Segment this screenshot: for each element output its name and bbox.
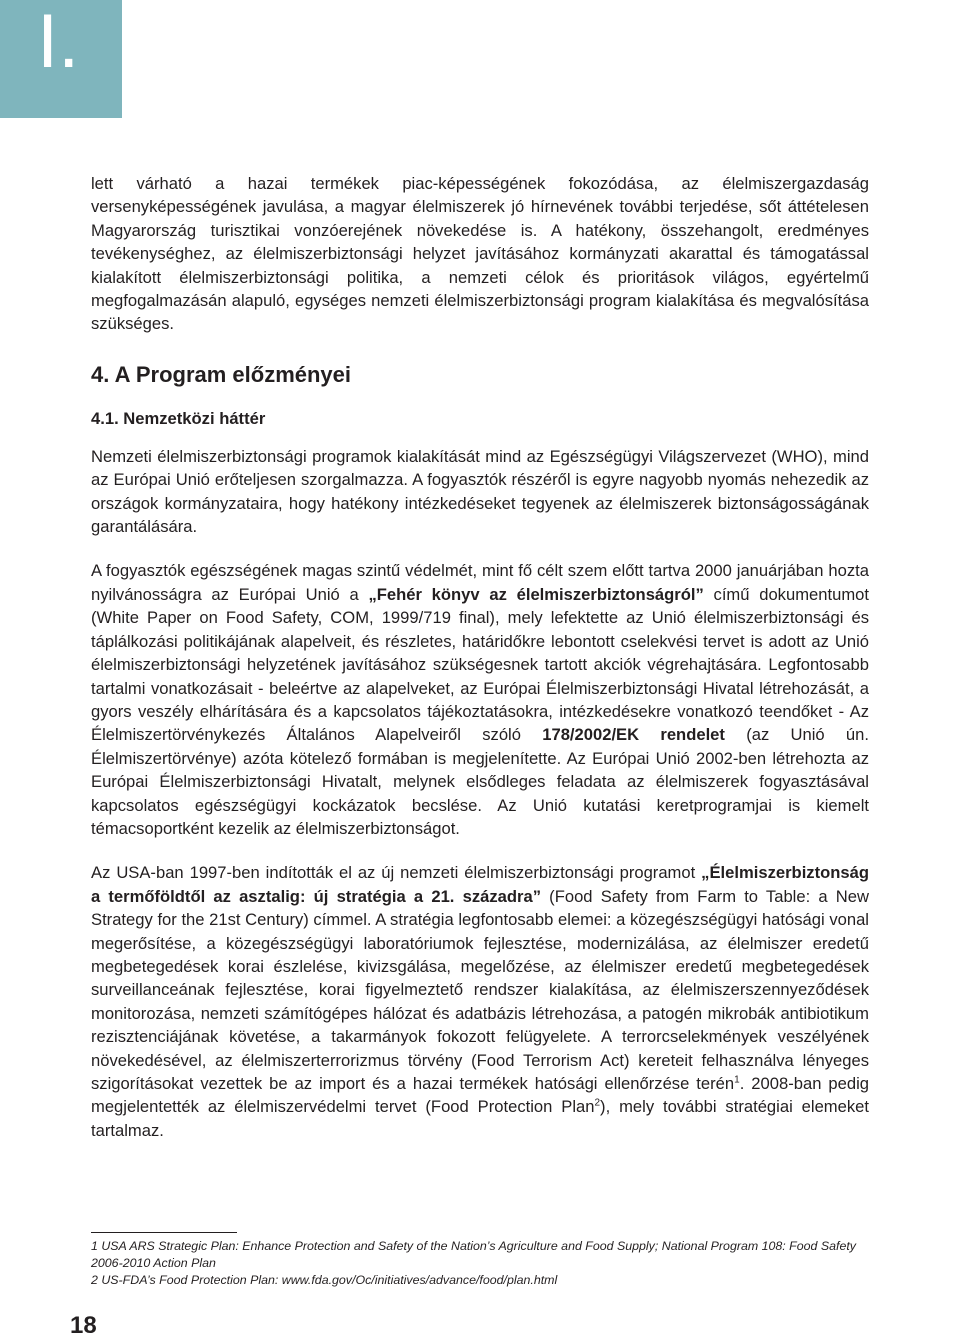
footnote-ref-2: 2: [594, 1097, 601, 1109]
text-run: (az Unió ún. Élelmiszertörvénye) azóta kötelező formában is megjelenítette. Az Európai Unió 2002-ben létrehozta az Európai Élelmiszerbiztonsági Hivatalt, melynek elsődleges feladata az élelmiszerek fogyasztásával kapcsolatos egészségügyi kockázatok becslése. Az Unió kutatási keretprogramjai is kiemelt témacsoportként kezelik az élelmiszerbiztonságot.: [91, 725, 869, 838]
footnotes: [91, 1238, 869, 1289]
paragraph-white-paper: [91, 559, 869, 840]
footnote-1: 1 USA ARS Strategic Plan: Enhance Protection and Safety of the Nation’s Agriculture and Food Supply; National Program 108: Food Safety 2006-2010 Action Plan: [91, 1239, 856, 1270]
bold-regulation: 178/2002/EK rendelet: [542, 725, 725, 745]
text-run: című dokumentumot (White Paper on Food Safety, COM, 1999/719 final), mely lefektette az Unió élelmiszerbiztonsági és táplálkozási politikájának alapelveit, és részletes, határidőkre lebontott cselekvési tervet is adott az Unió élelmiszerbiztonsági helyzetének javításához szükségesnek tartott akciók végrehajtására. Legfontosabb tartalmi vonatkozásait - beleértve az alapelveket, az Európai Élelmiszerbiztonsági Hivatal létrehozását, a gyors veszély elhárítására és a kapcsolatos tájékoztatásokra, intézkedésekre vonatkozó teendőket - Az Élelmiszertörvénykezés Általános Alapelveiről szóló: [91, 584, 869, 745]
bold-title-usa-program: „Élelmiszerbiztonság a termőföldtől az asztalig: új stratégia a 21. századra”: [91, 863, 869, 906]
bold-title-white-paper: „Fehér könyv az élelmiszerbiztonságról”: [368, 584, 704, 604]
paragraph-who-eu: Nemzeti élelmiszerbiztonsági programok kialakítását mind az Egészségügyi Világszervezet (WHO), mind az Európai Unió erőteljesen szorgalmazza. A fogyasztók részéről is egyre nagyobb nyomás nehezedik az országok kormányzataira, hogy hatékony intézkedéseket tegyenek az élelmiszerek biztonságosságának garantálására.: [91, 446, 869, 537]
paragraph-usa: [91, 861, 869, 1142]
text-run: A fogyasztók egészségének magas szintű védelmét, mint fő célt szem előtt tartva 2000 januárjában hozta nyilvánosságra az Európai Unió a: [91, 561, 869, 604]
text-run: ), mely további stratégiai elemeket tartalmaz.: [91, 1097, 869, 1140]
text-run: (Food Safety from Farm to Table: a New Strategy for the 21st Century) címmel. A stratégia legfontosabb elemei: a közegészségügyi hatósági vonal megerősítése, a közegészségügyi laboratóriumok fejlesztése, modernizálása, az élelmiszer eredetű megbetegedések korai észlelése, kivizsgálása, megelőzése, az élelmiszer eredetű megbetegedések surveillanceának fejlesztése, korai figyelmeztető rendszer kialakítása, az élelmiszerszennyeződések monitorozása, nemzeti számítógépes hálózat és adatbázis létrehozása, a patogén mikrobák antibiotikum rezisztenciájának követése, a takarmányok fokozott felügyelete. A terrorcselekmények veszélyének növekedésével, az élelmiszerterrorizmus törvény (Food Terrorism Act) kereteit felhasználva lényeges szigorításokat vezettek be az import és a hazai termékek hatósági ellenőrzése terén: [91, 886, 869, 1093]
main-content: [91, 172, 869, 1142]
paragraph-intro: lett várható a hazai termékek piac-képességének fokozódása, az élelmiszergazdaság versenyképességének javulása, a magyar élelmiszerek jó hírnevének további terjedése, sőt áttételesen Magyarország turisztikai vonzóerejének növekedése is. A hatékony, összehangolt, eredményes tevékenységhez, az élelmiszerbiztonsági helyzet javításához kormányzati akarattal és támogatással kialakított élelmiszerbiztonsági politika, a nemzeti célok és prioritások világos, egyértelmű megfogalmazásán alapuló, egységes nemzeti élelmiszerbiztonsági program kialakítása és megvalósítása szükséges.: [91, 174, 869, 334]
footnote-2: 2 US-FDA’s Food Protection Plan: www.fda.gov/Oc/initiatives/advance/food/plan.html: [91, 1273, 558, 1287]
footnote-ref-1: 1: [734, 1074, 740, 1086]
chapter-label: I.: [37, 0, 80, 84]
section-heading: 4. A Program előzményei: [91, 361, 352, 387]
footnote-divider: [91, 1232, 237, 1233]
chapter-tab: [0, 0, 122, 118]
subsection-heading: 4.1. Nemzetközi háttér: [91, 408, 266, 428]
text-run: Az USA-ban 1997-ben indították el az új nemzeti élelmiszerbiztonsági programot: [91, 863, 702, 883]
page-number: 18: [70, 1312, 97, 1339]
text-run: . 2008-ban pedig megjelentették az élelmiszervédelmi tervet (Food Protection Plan: [91, 1074, 870, 1117]
